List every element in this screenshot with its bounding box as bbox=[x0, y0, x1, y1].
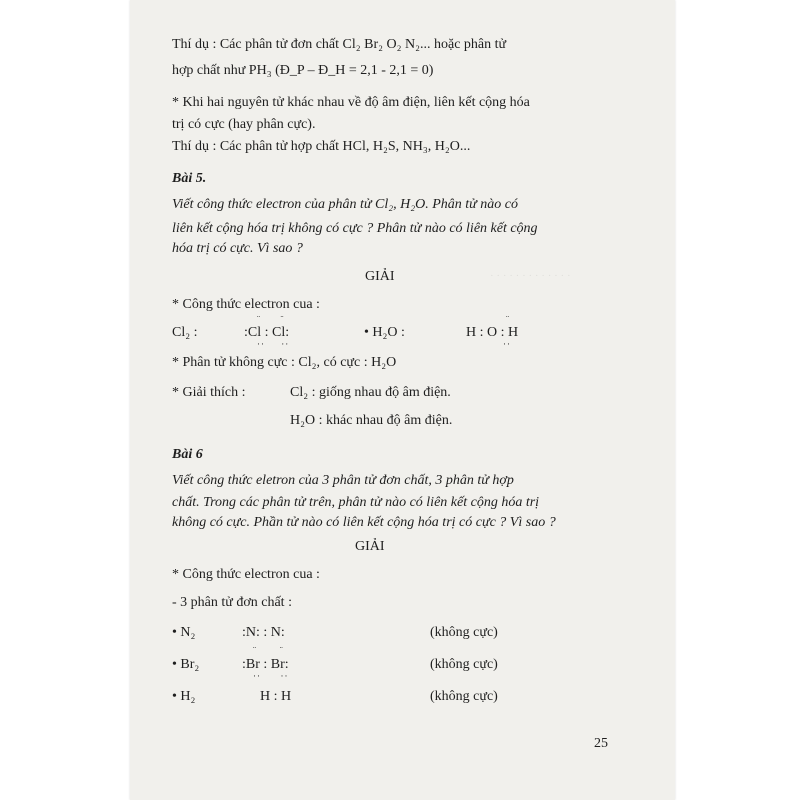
exercise-title: Bài 5. bbox=[172, 171, 207, 186]
text-line: * Khi hai nguyên tử khác nhau về độ âm điện, liên kết cộng hóa bbox=[172, 95, 530, 110]
formula-label: • N₂ bbox=[172, 625, 196, 640]
text-line: - 3 phân tử đơn chất : bbox=[172, 595, 292, 610]
h2-electron-formula: H : H bbox=[260, 689, 292, 704]
exercise-question: Viết công thức electron của phân tử Cl₂, H₂O. Phân tử nào có bbox=[172, 197, 519, 212]
electron-dots: ¨ ¨ bbox=[253, 645, 284, 655]
exercise-question: liên kết cộng hóa trị không có cực ? Phân tử nào có liên kết cộng bbox=[172, 221, 538, 236]
formula-note: (không cực) bbox=[430, 625, 498, 640]
text-line: hợp chất như PH₃ (Đ_P – Đ_H = 2,1 - 2,1 = 0) bbox=[172, 63, 434, 78]
solution-heading: GIẢI bbox=[355, 539, 385, 554]
exercise-title: Bài 6 bbox=[172, 447, 203, 462]
electron-dots: ¨ bbox=[506, 314, 510, 324]
text-line: * Phân tử không cực : Cl₂, có cực : H₂O bbox=[172, 355, 397, 370]
text-line: Thí dụ : Các phân tử hợp chất HCl, H₂S, NH₃, H₂O... bbox=[172, 139, 471, 154]
book-page bbox=[130, 0, 675, 800]
text-line: * Công thức electron cua : bbox=[172, 567, 320, 582]
electron-dots: ·· bbox=[503, 339, 511, 349]
formula-label: • H₂ bbox=[172, 689, 196, 704]
exercise-question: chất. Trong các phân tử trên, phân tử nào có liên kết cộng hóa trị bbox=[172, 495, 540, 510]
text-line: Cl₂ : giống nhau độ âm điện. bbox=[290, 385, 451, 400]
formula-note: (không cực) bbox=[430, 689, 498, 704]
solution-heading: GIẢI bbox=[365, 269, 395, 284]
electron-dots: ·· ·· bbox=[253, 671, 289, 681]
text-line: * Công thức electron cua : bbox=[172, 297, 320, 312]
exercise-question: hóa trị có cực. Vì sao ? bbox=[172, 241, 303, 256]
text-line: H₂O : khác nhau độ âm điện. bbox=[290, 413, 453, 428]
exercise-question: Viết công thức eletron của 3 phân tử đơn chất, 3 phân tử hợp bbox=[172, 473, 514, 488]
electron-dots: ·· ·· bbox=[257, 339, 290, 349]
text-line: trị có cực (hay phân cực). bbox=[172, 117, 316, 132]
text-line: * Giải thích : bbox=[172, 385, 246, 400]
n2-electron-formula: :N: : N: bbox=[242, 625, 285, 640]
formula-label: • H₂O : bbox=[364, 325, 405, 340]
text-line: Thí dụ : Các phân tử đơn chất Cl₂ Br₂ O₂ N₂... hoặc phân tử bbox=[172, 37, 507, 52]
h2o-electron-formula: H : O : H bbox=[466, 325, 519, 340]
bleed-through-text: · · · · · · · · · · · · · bbox=[490, 270, 571, 282]
page-number: 25 bbox=[594, 736, 608, 751]
br2-electron-formula: :Br : Br: bbox=[242, 657, 289, 672]
cl2-electron-formula: :Cl : Cl: bbox=[244, 325, 290, 340]
formula-note: (không cực) bbox=[430, 657, 498, 672]
formula-label: Cl₂ : bbox=[172, 325, 198, 340]
formula-label: • Br₂ bbox=[172, 657, 200, 672]
exercise-question: không có cực. Phần tử nào có liên kết cộng hóa trị có cực ? Vì sao ? bbox=[172, 515, 556, 530]
electron-dots: ¨ ¨ bbox=[257, 314, 285, 324]
